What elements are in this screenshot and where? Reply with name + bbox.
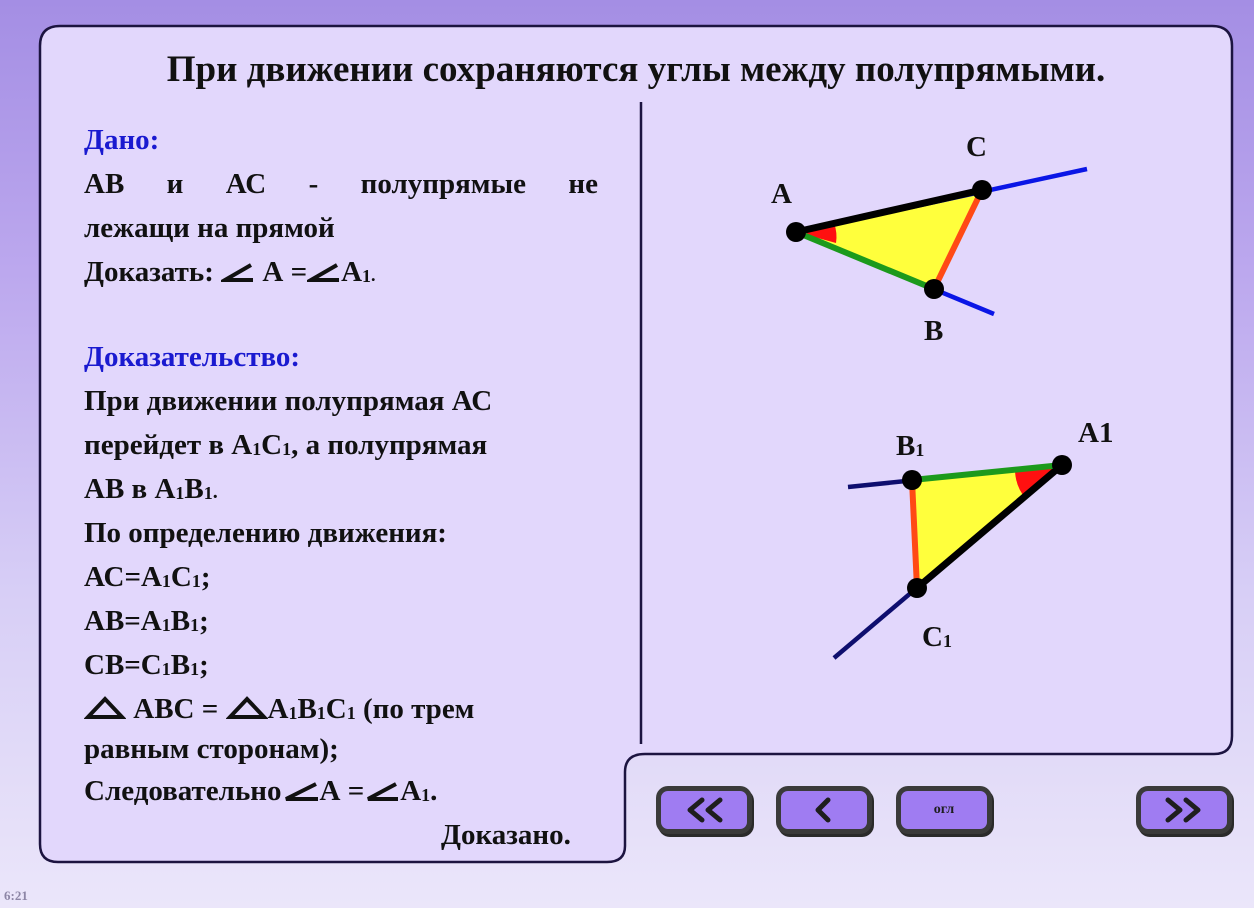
subscript: 1: [915, 439, 925, 460]
proof-text: перейдет в А: [84, 429, 253, 461]
subscript: 1: [161, 570, 171, 591]
label-letter: C: [922, 621, 943, 653]
subscript: 1: [252, 438, 262, 459]
point-b: [924, 279, 944, 299]
label-c1: [922, 621, 952, 653]
subscript: 1: [346, 702, 356, 723]
subscript: 1: [161, 658, 171, 679]
given-word: АВ: [84, 168, 125, 200]
proof-text: В: [184, 473, 204, 505]
proof-text: СВ=С: [84, 649, 162, 681]
prove-label: Доказать:: [84, 256, 214, 288]
subscript: 1: [288, 702, 298, 723]
subscript: 1: [362, 265, 372, 286]
point-a: [786, 222, 806, 242]
given-word: полупрямые: [360, 168, 527, 200]
subscript: 1: [282, 438, 292, 459]
proof-text: .: [430, 775, 438, 807]
next-slide-button[interactable]: [1136, 786, 1232, 834]
subscript: 1: [191, 570, 201, 591]
proof-text: ;: [199, 649, 209, 681]
label-b1: [896, 430, 924, 462]
proof-text: В: [170, 605, 191, 637]
double-chevron-left-icon: [682, 797, 726, 823]
proof-line-9: равным сторонам);: [84, 733, 339, 765]
proof-text: .: [212, 481, 218, 503]
proof-text: В: [170, 649, 191, 681]
figure-abc: [786, 169, 1087, 314]
proof-text: С: [170, 561, 192, 593]
proof-text: А =: [319, 775, 365, 807]
subscript: 1: [161, 614, 171, 635]
subscript: 1: [421, 784, 431, 805]
first-slide-button[interactable]: [656, 786, 752, 834]
previous-slide-button[interactable]: [776, 786, 872, 834]
subscript: 1: [175, 482, 185, 503]
given-word: и: [166, 168, 184, 200]
proof-line-1: При движении полупрямая АС: [84, 385, 493, 417]
given-word: не: [568, 168, 598, 200]
prove-end: .: [371, 265, 376, 285]
point-a1: [1052, 455, 1072, 475]
contents-button[interactable]: [896, 786, 992, 834]
label-c: C: [966, 131, 987, 163]
proof-line-4: По определению движения:: [84, 517, 447, 549]
subscript: 1: [203, 482, 213, 503]
given-word: -: [308, 168, 319, 200]
point-c1: [907, 578, 927, 598]
subscript: 1: [190, 614, 200, 635]
prove-angle-a1: А: [341, 256, 363, 288]
proof-text: АВС =: [133, 693, 219, 725]
proof-text: А: [400, 775, 422, 807]
label-letter: B: [896, 430, 916, 462]
slide-title: При движении сохраняются углы между полупрямыми.: [166, 49, 1106, 90]
proof-text: С: [261, 429, 283, 461]
chevron-left-icon: [812, 797, 836, 823]
contents-label: огл: [933, 802, 955, 817]
point-b1: [902, 470, 922, 490]
label-a1: A1: [1078, 417, 1114, 449]
proof-text: ;: [200, 561, 211, 593]
proof-text: ;: [199, 605, 209, 637]
given-line-2: лежащи на прямой: [84, 212, 335, 244]
point-c: [972, 180, 992, 200]
proof-heading: Доказательство:: [84, 341, 301, 373]
proof-text: В: [297, 693, 317, 725]
label-a: A: [771, 178, 792, 210]
proof-text: АВ в А: [84, 473, 176, 505]
subscript: 1: [316, 702, 326, 723]
prove-angle-a: А =: [262, 256, 308, 288]
figure-a1b1c1: [834, 455, 1072, 658]
given-word: АС: [225, 168, 267, 200]
proof-done: Доказано.: [441, 819, 571, 851]
proof-text: АВ=А: [84, 605, 162, 637]
proof-text: А: [267, 693, 289, 725]
subscript: 1: [190, 658, 200, 679]
proof-text: Следовательно: [84, 775, 282, 807]
label-b: B: [924, 315, 944, 347]
proof-text: АС=А: [84, 561, 162, 593]
given-heading: Дано:: [84, 124, 160, 156]
double-chevron-right-icon: [1162, 797, 1206, 823]
subscript: 1: [942, 630, 952, 651]
proof-text: (по трем: [362, 693, 475, 725]
slide-timer: 6:21: [4, 888, 28, 903]
proof-text: , а полупрямая: [291, 429, 488, 461]
proof-text: С: [325, 693, 347, 725]
